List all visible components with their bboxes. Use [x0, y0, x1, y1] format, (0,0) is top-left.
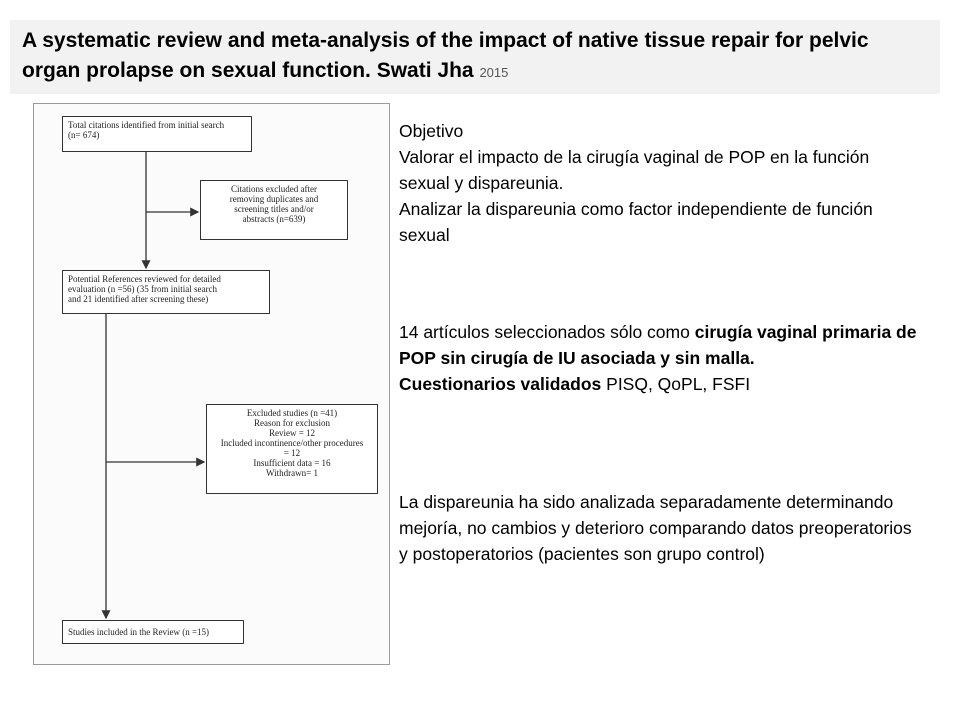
flow-text: Excluded studies (n =41) [246, 408, 338, 418]
flow-text: Included incontinence/other procedures [220, 438, 364, 448]
flow-box-excluded-studies [206, 404, 378, 494]
flow-text: Withdrawn= 1 [266, 468, 318, 478]
dyspareunia-text: La dispareunia ha sido analizada separadamente determinando mejoría, no cambios y deterioro comparando datos preoperatorios y postoperatorios (pacientes son grupo control) [399, 492, 912, 564]
flow-text: Total citations identified from initial search [68, 120, 225, 130]
flow-box-potential-references [62, 270, 270, 314]
prisma-flowchart [33, 103, 390, 665]
flow-text: Citations excluded after [231, 184, 317, 194]
flow-text: Reason for exclusion [254, 418, 330, 428]
objective-line-2: Analizar la dispareunia como factor independiente de función sexual [399, 199, 873, 245]
title-year: 2015 [479, 65, 509, 80]
flow-text: evaluation (n =56) (35 from initial search [68, 284, 218, 294]
flow-text: = 12 [283, 448, 301, 458]
selection-criteria [399, 319, 919, 371]
flow-text: abstracts (n=639) [242, 214, 306, 224]
objective-section [399, 118, 919, 248]
flow-box-excluded-citations [200, 180, 348, 240]
flow-text: Review = 12 [268, 428, 316, 438]
flow-text: removing duplicates and [229, 194, 319, 204]
questionnaires-bold: Cuestionarios validados [399, 374, 602, 394]
flow-text: and 21 identified after screening these) [68, 294, 209, 304]
flow-text: screening titles and/or [234, 204, 314, 214]
questionnaires [399, 371, 919, 397]
flow-text: Studies included in the Review (n =15) [68, 627, 210, 637]
flow-text: Insufficient data = 16 [253, 458, 331, 468]
flow-box-studies-included [62, 620, 244, 644]
dyspareunia-section [399, 489, 919, 567]
title-text: A systematic review and meta-analysis of the impact of native tissue repair for pelvic organ prolapse on sexual function. Swati Jha [22, 29, 869, 82]
objective-heading: Objetivo [399, 121, 464, 141]
questionnaires-rest: PISQ, QoPL, FSFI [601, 374, 751, 394]
selection-prefix: 14 artículos seleccionados sólo como [399, 322, 695, 342]
slide-title [22, 26, 932, 88]
flow-text: Potential References reviewed for detailed [68, 274, 221, 284]
objective-line-1: Valorar el impacto de la cirugía vaginal de POP en la función sexual y dispareunia. [399, 147, 870, 193]
selection-section [399, 319, 919, 397]
flow-box-total-citations [62, 116, 252, 152]
flow-text: (n= 674) [68, 130, 100, 140]
selection-bold: cirugía vaginal primaria de POP sin cirugía de IU asociada y sin malla. [399, 322, 917, 368]
